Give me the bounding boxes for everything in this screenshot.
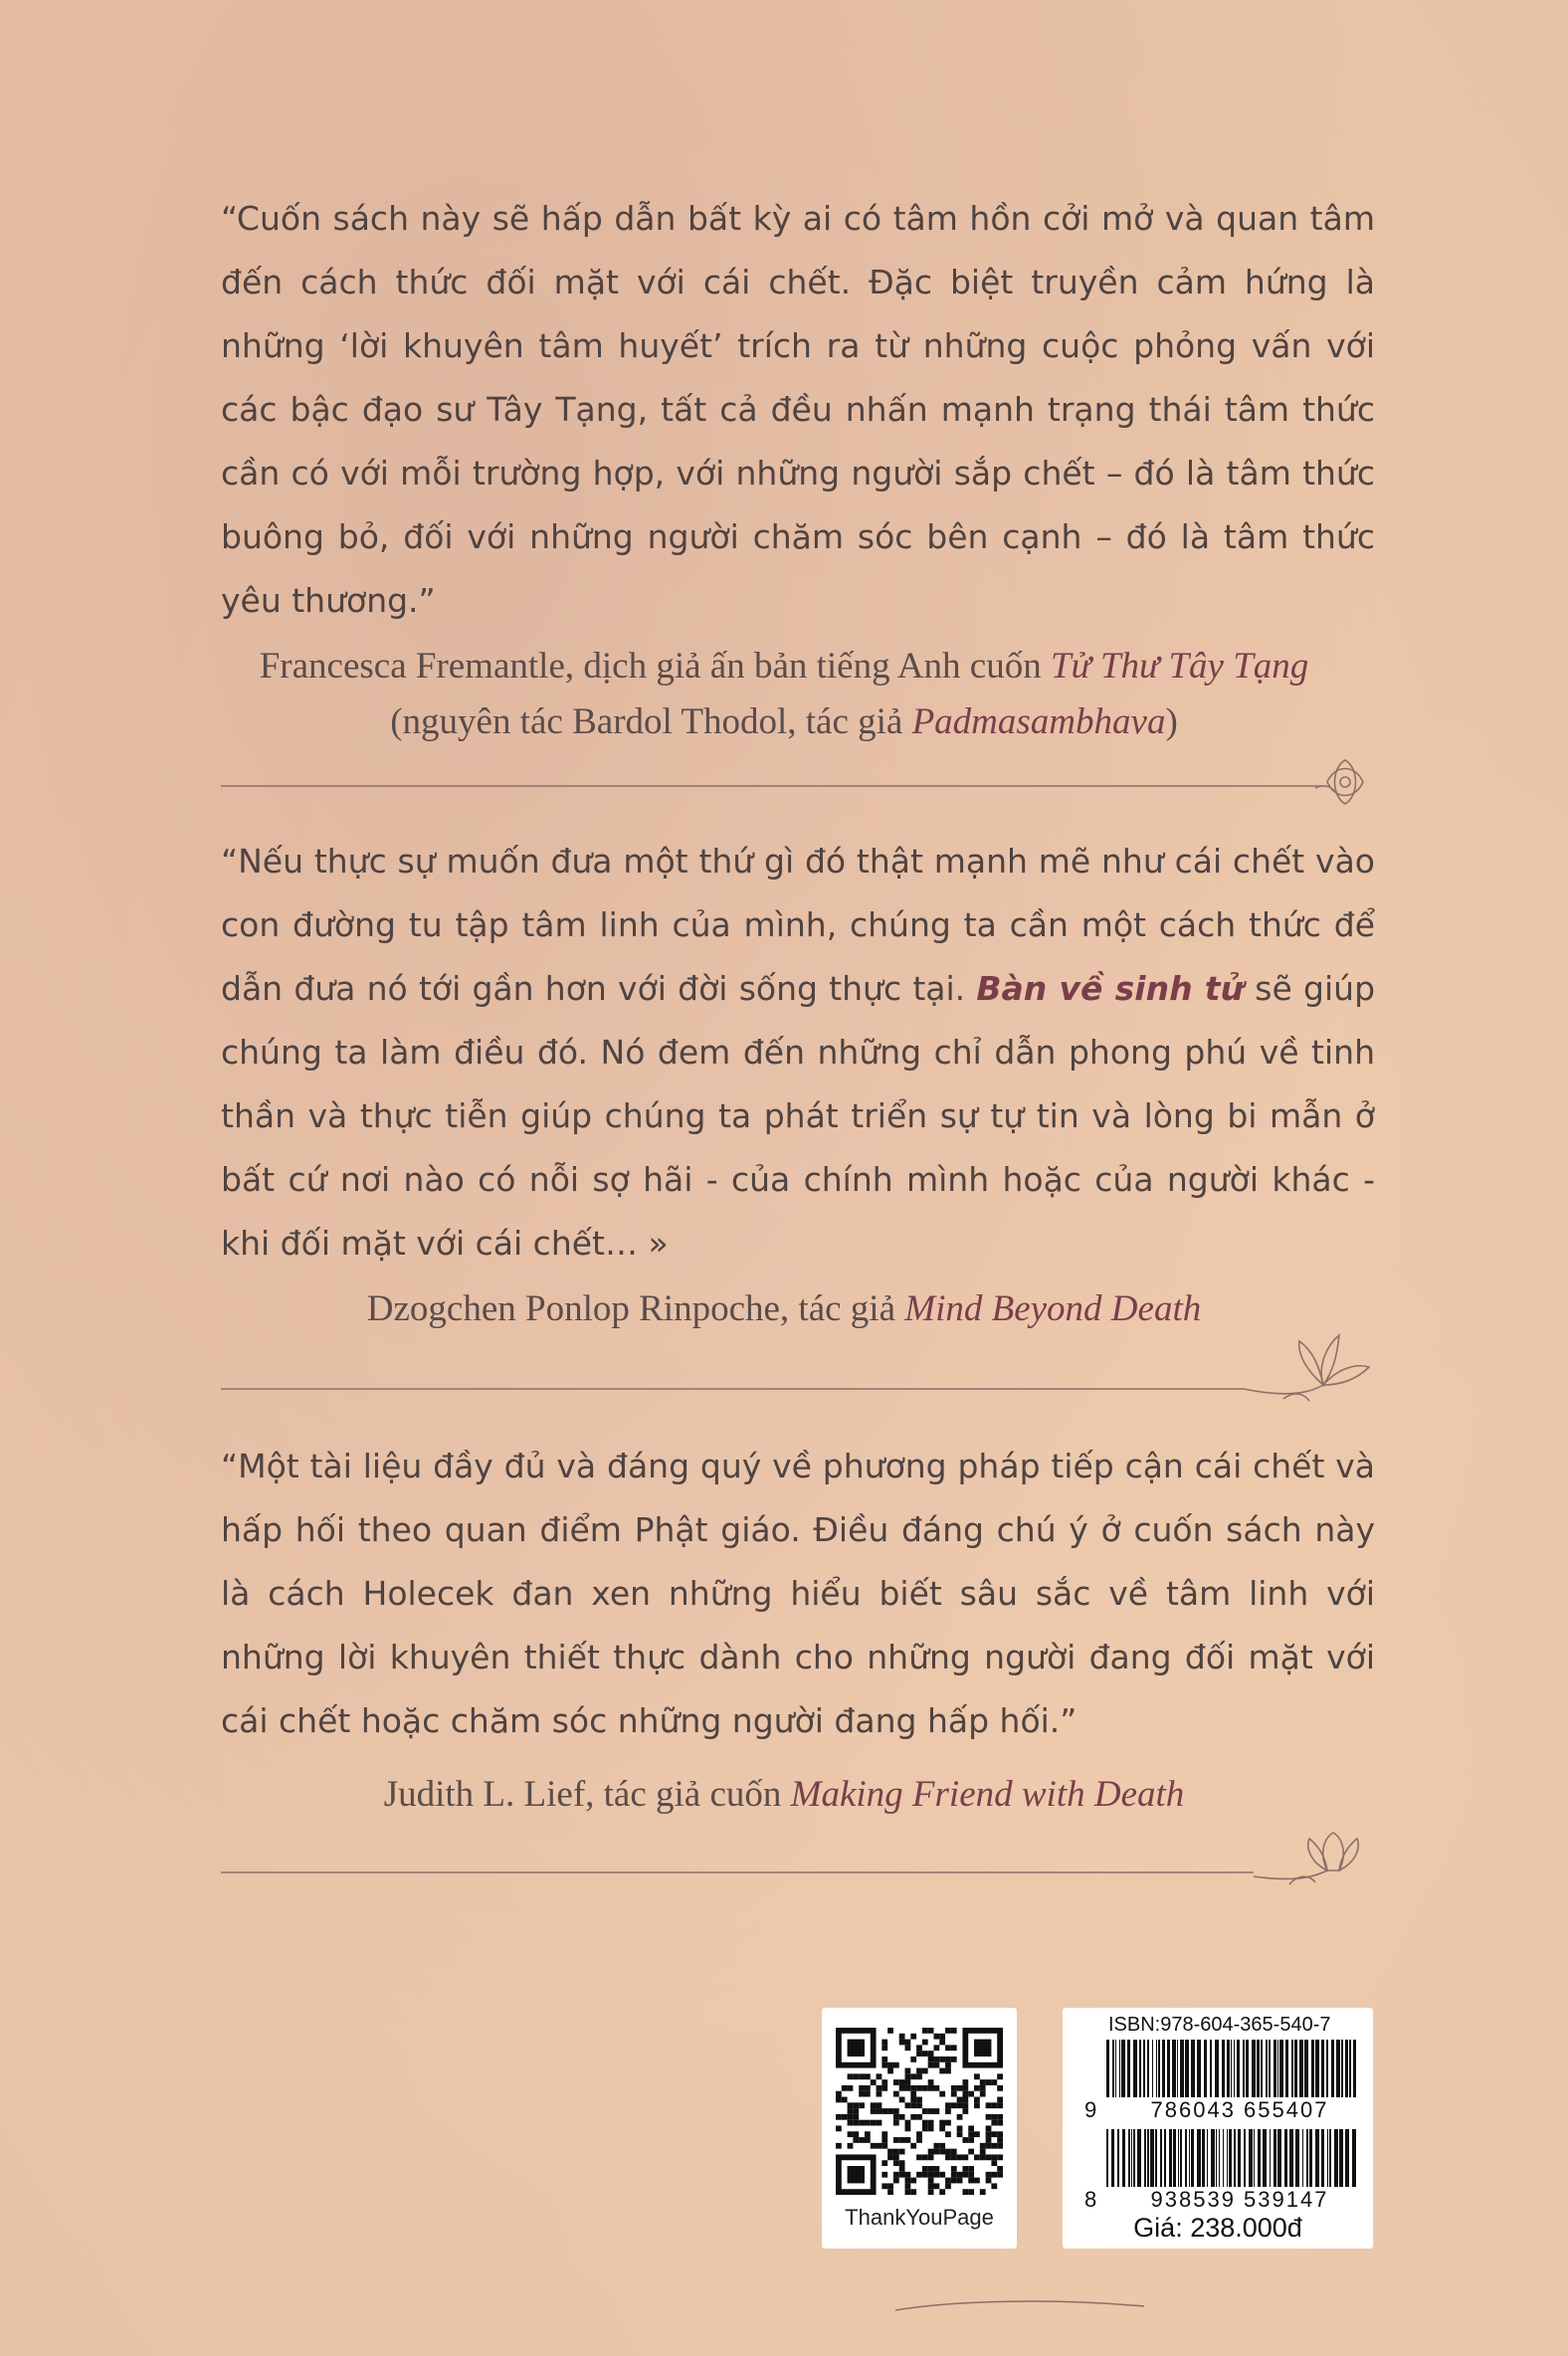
- attribution-author: Dzogchen Ponlop Rinpoche, tác giả: [366, 1288, 905, 1329]
- barcode-bar: [1274, 2129, 1276, 2187]
- barcode-bar: [1261, 2040, 1263, 2097]
- barcode-bar: [1211, 2129, 1215, 2187]
- barcode-bar: [1169, 2129, 1172, 2187]
- isbn-first-digit: 9: [1084, 2097, 1097, 2122]
- barcode-bar: [1133, 2040, 1137, 2097]
- barcode-bar: [1122, 2129, 1125, 2187]
- barcode-bar: [1238, 2129, 1241, 2187]
- barcode-bar: [1329, 2129, 1331, 2187]
- quote-francesca-fremantle: [221, 187, 1375, 633]
- barcode-bar: [1155, 2129, 1157, 2187]
- barcode-bar: [1336, 2040, 1340, 2097]
- barcode-bar: [1349, 2040, 1351, 2097]
- qr-code-card: [822, 2008, 1017, 2249]
- barcode-bar: [1180, 2040, 1184, 2097]
- qr-label: ThankYouPage: [845, 2205, 994, 2230]
- barcode-bar: [1345, 2040, 1348, 2097]
- attribution-work-title: Making Friend with Death: [790, 1774, 1185, 1815]
- quote-text: “Một tài liệu đầy đủ và đáng quý về phương pháp tiếp cận cái chết và hấp hối theo quan điểm Phật giáo. Điều đáng chú ý ở cuốn sách này là cách Holecek đan xen những hiểu biết sâu sắc về tâm linh với những lời khuyên thiết thực dành cho những người đang đối mặt với cái chết hoặc chăm sóc những người đang hấp hối.”: [221, 1447, 1375, 1740]
- barcode-bar: [1257, 2040, 1260, 2097]
- barcode-bar: [1291, 2040, 1293, 2097]
- barcode-bar: [1270, 2129, 1271, 2187]
- attribution-author: Francesca Fremantle, dịch giả ấn bản tiếng Anh cuốn: [259, 646, 1051, 687]
- barcode-bar: [1223, 2129, 1224, 2187]
- barcode-bar: [1326, 2040, 1328, 2097]
- barcode-bar: [1222, 2040, 1225, 2097]
- barcode-bar: [1160, 2129, 1162, 2187]
- barcode-bar: [1334, 2129, 1338, 2187]
- quote-judith-lief: [221, 1435, 1375, 1753]
- barcode-bar: [1254, 2129, 1255, 2187]
- barcode-bar: [1252, 2040, 1256, 2097]
- barcode-bar: [1219, 2129, 1220, 2187]
- barcode-bar: [1215, 2040, 1219, 2097]
- ean-digits: 938539 539147: [1150, 2187, 1329, 2212]
- quote-dzogchen-ponlop: [221, 830, 1375, 1276]
- barcode-bar: [1112, 2040, 1114, 2097]
- quote-text: “Cuốn sách này sẽ hấp dẫn bất kỳ ai có tâm hồn cởi mở và quan tâm đến cách thức đối mặt với cái chết. Đặc biệt truyền cảm hứng là những ‘lời khuyên tâm huyết’ trích ra từ những cuộc phỏng vấn với các bậc đạo sư Tây Tạng, tất cả đều nhấn mạnh trạng thái tâm thức cần có với mỗi trường hợp, với những người sắp chết – đó là tâm thức buông bỏ, đối với những người chăm sóc bên cạnh – đó là tâm thức yêu thương.”: [221, 199, 1375, 620]
- barcode-bar: [1143, 2040, 1145, 2097]
- barcode-bar: [1321, 2040, 1324, 2097]
- barcode-bar: [1244, 2129, 1246, 2187]
- isbn-digits: 786043 655407: [1150, 2097, 1329, 2122]
- attribution-source: (nguyên tác Bardol Thodol, tác giả: [390, 701, 912, 742]
- barcode-bar: [1111, 2129, 1114, 2187]
- lily-ornament-icon: [1244, 1335, 1369, 1401]
- barcode-bar: [1274, 2040, 1276, 2097]
- barcode-bar: [1279, 2040, 1283, 2097]
- barcode-bar: [1237, 2040, 1240, 2097]
- barcode-bar: [1210, 2040, 1212, 2097]
- barcode-bar: [1191, 2040, 1195, 2097]
- barcode-bar: [1191, 2129, 1194, 2187]
- barcode-bar: [1315, 2129, 1319, 2187]
- barcode-card: [1063, 2008, 1373, 2249]
- barcode-bar: [1137, 2129, 1141, 2187]
- barcode-bar: [1321, 2129, 1324, 2187]
- tulip-ornament-icon: [1254, 1833, 1358, 1884]
- barcode-bar: [1156, 2040, 1157, 2097]
- attribution-judith-lief: [0, 1767, 1568, 1823]
- attribution-work-title: Mind Beyond Death: [904, 1288, 1202, 1329]
- isbn-barcode-bars: [1106, 2040, 1356, 2097]
- barcode-bar: [1207, 2129, 1208, 2187]
- barcode-bar: [1185, 2129, 1187, 2187]
- flower-ornament-icon: [1315, 760, 1363, 804]
- barcode-bar: [1302, 2129, 1303, 2187]
- barcode-bar: [1331, 2040, 1334, 2097]
- barcode-bar: [1121, 2040, 1125, 2097]
- barcode-bar: [1197, 2129, 1201, 2187]
- barcode-bar: [1197, 2040, 1201, 2097]
- barcode-bar: [1243, 2040, 1245, 2097]
- barcode-bar: [1277, 2040, 1278, 2097]
- qr-code-icon: [836, 2028, 1003, 2195]
- barcode-bar: [1131, 2129, 1132, 2187]
- barcode-bar: [1147, 2040, 1149, 2097]
- barcode-bar: [1258, 2129, 1261, 2187]
- barcode-bar: [1115, 2040, 1116, 2097]
- barcode-bar: [1304, 2040, 1308, 2097]
- barcode-bar: [1353, 2040, 1356, 2097]
- barcode-bar: [1139, 2040, 1141, 2097]
- barcode-bar: [1147, 2129, 1149, 2187]
- book-title: Bàn về sinh tử: [976, 969, 1245, 1008]
- barcode-bar: [1299, 2040, 1303, 2097]
- barcode-bar: [1133, 2129, 1135, 2187]
- quote-text-continued: sẽ giúp chúng ta làm điều đó. Nó đem đến những chỉ dẫn phong phú về tinh thần và thực tiễn giúp chúng ta phát triển sự tự tin và lòng bi mẫn ở bất cứ nơi nào có nỗi sợ hãi - của chính mình hoặc của người khác - khi đối mặt với cái chết… »: [221, 969, 1376, 1263]
- barcode-bar: [1144, 2129, 1146, 2187]
- barcode-bar: [1167, 2040, 1170, 2097]
- barcode-bar: [1227, 2129, 1228, 2187]
- barcode-bar: [1246, 2040, 1249, 2097]
- barcode-bar: [1306, 2129, 1308, 2187]
- quote-text: “Nếu thực sự muốn đưa một thứ gì đó thật mạnh mẽ như cái chết vào con đường tu tập tâm linh của mình, chúng ta cần một cách thức để dẫn đưa nó tới gần hơn với đời sống thực tại.: [221, 842, 1375, 1008]
- barcode-bar: [1315, 2040, 1319, 2097]
- barcode-bar: [1117, 2129, 1119, 2187]
- barcode-bar: [1345, 2129, 1349, 2187]
- barcode-bar: [1229, 2129, 1232, 2187]
- attribution-work-title: Tử Thư Tây Tạng: [1050, 646, 1309, 687]
- barcode-bar: [1106, 2129, 1108, 2187]
- barcode-bar: [1202, 2129, 1205, 2187]
- barcode-bar: [1162, 2040, 1165, 2097]
- barcode-bar: [1266, 2040, 1268, 2097]
- barcode-bar: [1216, 2129, 1217, 2187]
- barcode-bar: [1284, 2129, 1287, 2187]
- price: Giá: 238.000đ: [1133, 2213, 1302, 2243]
- barcode-bar: [1311, 2040, 1314, 2097]
- barcode-bar: [1327, 2129, 1328, 2187]
- barcode-bar: [1177, 2040, 1178, 2097]
- barcode-bar: [1294, 2040, 1297, 2097]
- barcode-bar: [1269, 2040, 1271, 2097]
- barcode-bar: [1189, 2129, 1190, 2187]
- barcode-bar: [1295, 2129, 1299, 2187]
- barcode-bar: [1185, 2040, 1189, 2097]
- barcode-bar: [1231, 2040, 1232, 2097]
- attribution-work-author: Padmasambhava: [911, 701, 1166, 742]
- barcode-bar: [1152, 2040, 1153, 2097]
- barcode-bar: [1164, 2129, 1166, 2187]
- barcode-bar: [1180, 2129, 1182, 2187]
- barcode-bar: [1289, 2129, 1293, 2187]
- barcode-bar: [1234, 2040, 1235, 2097]
- barcode-bar: [1309, 2129, 1312, 2187]
- barcode-bar: [1119, 2040, 1120, 2097]
- barcode-bar: [1352, 2129, 1356, 2187]
- attribution-francesca-fremantle: Francesca Fremantle, dịch giả ấn bản tiếng Anh cuốn Tử Thư Tây Tạng (nguyên tác Bardol Thodol, tác giả Padmasambhava): [259, 646, 1309, 742]
- barcode-bar: [1249, 2129, 1253, 2187]
- ean-first-digit: 8: [1084, 2187, 1097, 2212]
- barcode-bar: [1204, 2040, 1207, 2097]
- barcode-bar: [1263, 2129, 1267, 2187]
- barcode-bar: [1234, 2129, 1236, 2187]
- barcode-bar: [1339, 2129, 1343, 2187]
- attribution-dzogchen-ponlop: [0, 1281, 1568, 1337]
- barcode-bar: [1106, 2040, 1109, 2097]
- barcode-bar: [1277, 2129, 1281, 2187]
- barcode-bar: [1150, 2129, 1154, 2187]
- barcode-bar: [1128, 2129, 1130, 2187]
- attribution-author: Judith L. Lief, tác giả cuốn: [383, 1774, 791, 1815]
- barcode-bar: [1227, 2040, 1230, 2097]
- barcode-bar: [1172, 2040, 1176, 2097]
- ean-barcode-bars: [1106, 2129, 1356, 2187]
- barcode-bar: [1285, 2040, 1288, 2097]
- barcode-bar: [1127, 2040, 1130, 2097]
- isbn-number: ISBN:978-604-365-540-7: [1108, 2014, 1331, 2036]
- barcode-bar: [1158, 2040, 1160, 2097]
- barcode-bar: [1178, 2129, 1179, 2187]
- barcode-bar: [1341, 2040, 1343, 2097]
- barcode-bar: [1173, 2129, 1176, 2187]
